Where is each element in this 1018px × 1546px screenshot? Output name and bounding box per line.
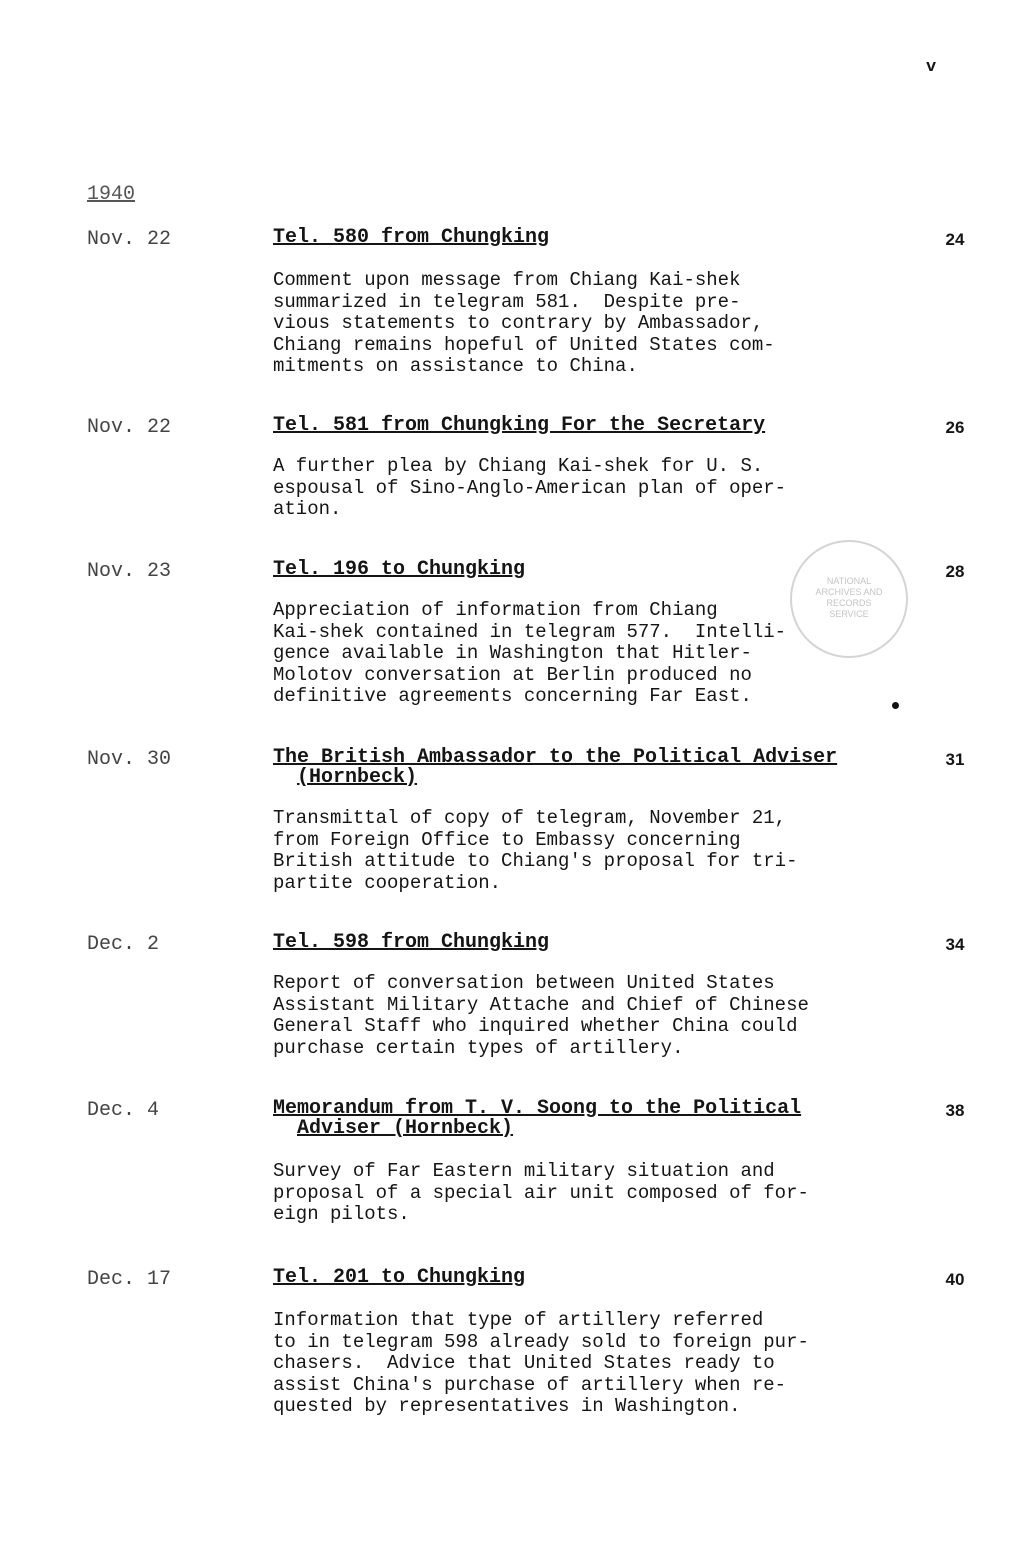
entry-date: Nov. 23	[87, 560, 172, 583]
entry-date: Dec. 17	[87, 1268, 172, 1291]
entry-date: Nov. 30	[87, 748, 172, 771]
entry-summary: Transmittal of copy of telegram, November 21, from Foreign Office to Embassy concerning British attitude to Chiang's proposal for tri- partite cooperation.	[273, 807, 798, 894]
entry-title: Tel. 580 from Chungking	[273, 226, 550, 249]
entry-summary: Comment upon message from Chiang Kai-shek summarized in telegram 581. Despite pre- vious statements to contrary by Ambassador, Chiang remains hopeful of United States com- mitments on assistance to China.	[273, 269, 775, 377]
entry-title: Tel. 598 from Chungking	[273, 931, 550, 954]
entry-page-number: 38	[945, 1101, 965, 1120]
ink-dot	[892, 702, 899, 709]
entry-page-number: 40	[945, 1270, 965, 1289]
entry-title: Tel. 201 to Chungking	[273, 1266, 526, 1289]
entry-page-number: 28	[945, 562, 965, 581]
entry-summary: Information that type of artillery referred to in telegram 598 already sold to foreign pur- chasers. Advice that United States ready to assist China's purchase of artillery when re- quested by representatives in Washington.	[273, 1309, 809, 1417]
page-number: v	[926, 58, 937, 77]
entry-page-number: 31	[945, 750, 965, 769]
entry-date: Nov. 22	[87, 228, 172, 251]
entry-summary: Appreciation of information from Chiang Kai-shek contained in telegram 577. Intelli- gence available in Washington that Hitler- Molotov conversation at Berlin produced no definitive agreements concerning Far East.	[273, 599, 787, 707]
year-heading: 1940	[87, 183, 136, 206]
archives-stamp: NATIONAL ARCHIVES AND RECORDS SERVICE	[790, 540, 908, 658]
entry-page-number: 34	[945, 935, 965, 954]
entry-title: Memorandum from T. V. Soong to the Political Adviser (Hornbeck)	[273, 1097, 802, 1140]
entry-title: The British Ambassador to the Political Adviser (Hornbeck)	[273, 746, 838, 789]
entry-summary: Survey of Far Eastern military situation and proposal of a special air unit composed of for- eign pilots.	[273, 1160, 809, 1225]
entry-title: Tel. 196 to Chungking	[273, 558, 526, 581]
entry-date: Dec. 2	[87, 933, 160, 956]
entry-date: Nov. 22	[87, 416, 172, 439]
entry-summary: A further plea by Chiang Kai-shek for U. S. espousal of Sino-Anglo-American plan of oper- ation.	[273, 455, 787, 520]
entry-page-number: 24	[945, 230, 965, 249]
entry-summary: Report of conversation between United States Assistant Military Attache and Chief of Chinese General Staff who inquired whether China could purchase certain types of artillery.	[273, 972, 809, 1059]
entry-date: Dec. 4	[87, 1099, 160, 1122]
entry-page-number: 26	[945, 418, 965, 437]
entry-title: Tel. 581 from Chungking For the Secretary	[273, 414, 766, 437]
